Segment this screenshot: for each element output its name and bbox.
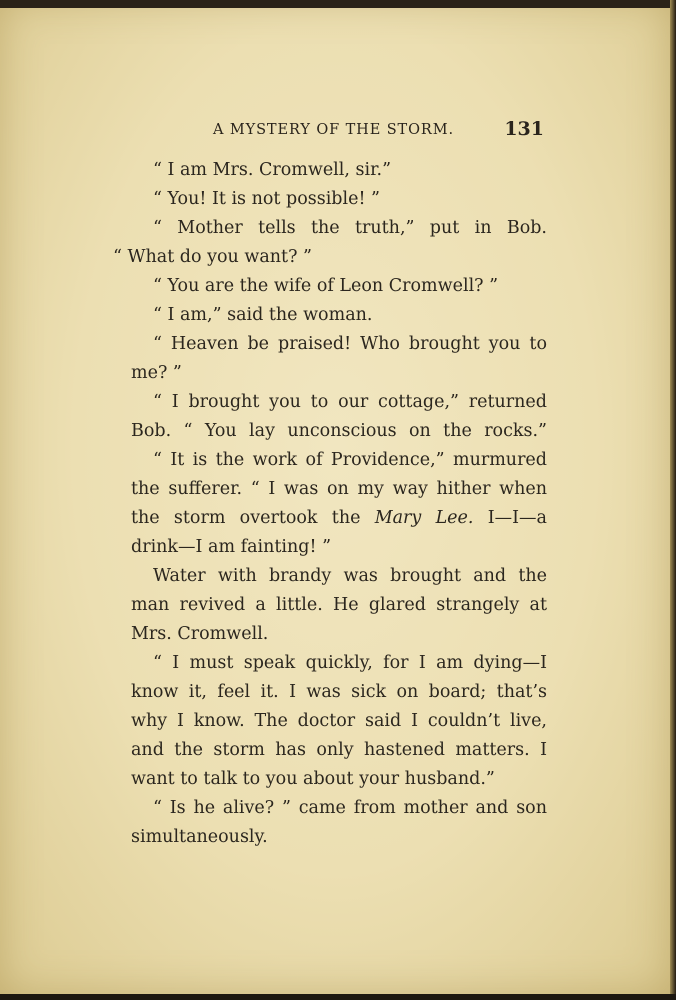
text-line: the sufferer. “ I was on my way hither when [131,479,547,499]
text-line: “ Heaven be praised! Who brought you to [153,334,547,354]
body-text [113,156,547,852]
text-line: drink—I am fainting! ” [131,537,332,557]
text-line: “ I brought you to our cottage,” returned [153,392,547,412]
running-title: A MYSTERY OF THE STORM. [213,122,454,138]
scan-bottom-edge [0,994,676,1000]
text-line: Water with brandy was brought and the [153,566,547,586]
text-line: Mrs. Cromwell. [131,624,269,644]
text-line: “ You are the wife of Leon Cromwell? ” [153,276,499,296]
text-line: know it, feel it. I was sick on board; that’s [131,682,547,702]
text-line: “ Mother tells the truth,” put in Bob. [153,218,547,238]
text-line: want to talk to you about your husband.” [131,769,495,789]
text-line [131,504,547,533]
text-segment: I—I—a [473,508,547,528]
text-line: Bob. “ You lay unconscious on the rocks.” [131,421,547,441]
text-line: and the storm has only hastened matters. I [131,740,547,760]
text-line: why I know. The doctor said I couldn’t live, [131,711,547,731]
scan-top-edge [0,0,676,8]
text-line: “ Is he alive? ” came from mother and son [153,798,547,818]
page-header [213,118,548,144]
scan-right-edge [670,0,676,1000]
text-line: man revived a little. He glared strangely at [131,595,547,615]
page-number: 131 [504,118,544,140]
text-line: me? ” [131,363,182,383]
text-line: simultaneously. [131,827,268,847]
text-line: “ You! It is not possible! ” [153,189,380,209]
text-line: “ I am Mrs. Cromwell, sir.” [153,160,392,180]
text-line: “ I am,” said the woman. [153,305,373,325]
text-segment: the storm overtook the [131,508,375,528]
ship-name: Mary Lee. [374,508,474,528]
text-line: “ It is the work of Providence,” murmured [153,450,547,470]
text-line: “ What do you want? ” [113,247,312,267]
text-line: “ I must speak quickly, for I am dying—I [153,653,547,673]
